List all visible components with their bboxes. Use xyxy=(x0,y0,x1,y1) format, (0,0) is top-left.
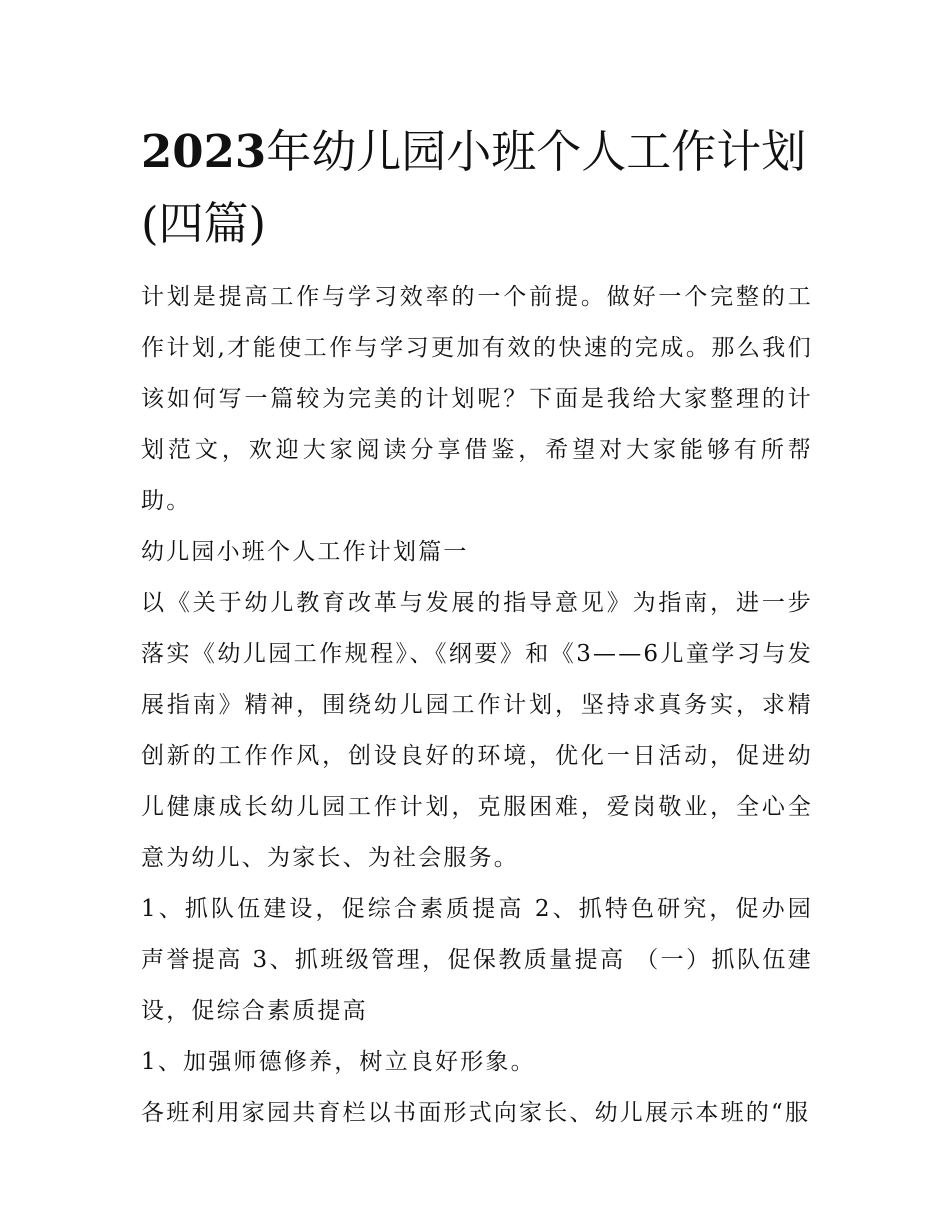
document-body xyxy=(141,116,813,1139)
body-paragraph: 各班利用家园共育栏以书面形式向家长、幼儿展示本班的“服 xyxy=(141,1100,811,1126)
intro-paragraph: 计划是提高工作与学习效率的一个前提。做好一个完整的工作计划,才能使工作与学习更加有效的快速的完成。那么我们该如何写一篇较为完美的计划呢？下面是我给大家整理的计划范文，欢迎大家阅读分享借鉴，希望对大家能够有所帮助。 xyxy=(141,284,813,514)
title-text: 年幼儿园小班个人工作计划(四篇) xyxy=(141,125,807,250)
section-heading: 幼儿园小班个人工作计划篇一 xyxy=(141,539,469,565)
body-paragraph: 1、抓队伍建设，促综合素质提高 2、抓特色研究，促办园声誉提高 3、抓班级管理，促保教质量提高 （一）抓队伍建设，促综合素质提高 xyxy=(141,896,813,1024)
document-title xyxy=(141,116,813,260)
body-paragraph: 1、加强师德修养，树立良好形象。 xyxy=(141,1049,536,1075)
title-year: 2023 xyxy=(141,125,267,178)
body-paragraph: 以《关于幼儿教育改革与发展的指导意见》为指南，进一步落实《幼儿园工作规程》、《纲要》和《3——6儿童学习与发展指南》精神，围绕幼儿园工作计划，坚持求真务实，求精创新的工作作风，创设良好的环境，优化一日活动，促进幼儿健康成长幼儿园工作计划，克服困难，爱岗敬业，全心全意为幼儿、为家长、为社会服务。 xyxy=(141,590,813,871)
